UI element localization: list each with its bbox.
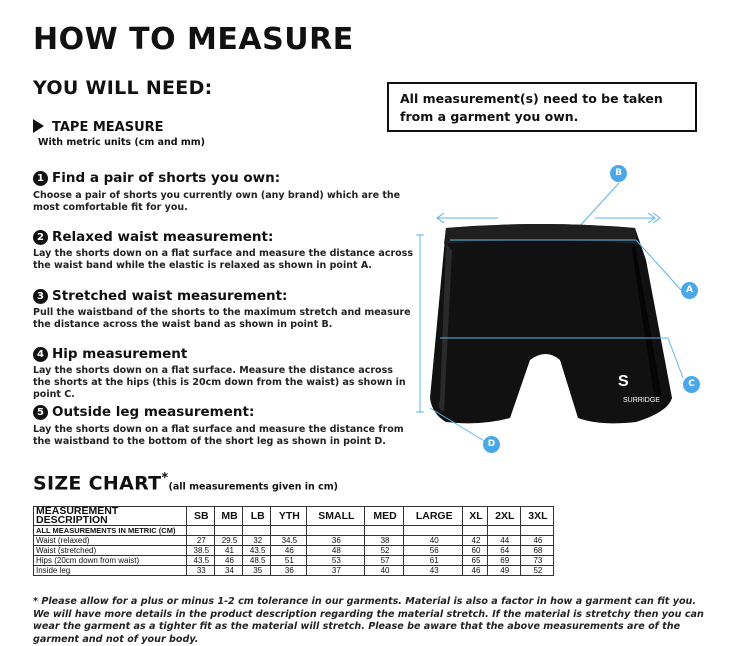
table-subheader-row: ALL MEASUREMENTS IN METRIC (CM)	[34, 526, 554, 536]
shorts-illustration	[430, 224, 672, 423]
marker-d: D	[483, 436, 500, 453]
footnote: * Please allow for a plus or minus 1-2 cm tolerance in our garments. Material is also a factor in how a garment can fit you. We will have more details in the product description regarding the material stretch. If the material is stretchy then you can wear the garment as a tighter fit as the material will stretch. Please be aware that the above measurements are of the garment and not of your body.	[33, 596, 704, 645]
step-number-badge: 2	[33, 230, 48, 245]
size-chart-heading: SIZE CHART*(all measurements given in cm)	[33, 471, 338, 495]
step-5-heading: 5 Outside leg measurement:	[33, 404, 254, 420]
step-4-heading: 4 Hip measurement	[33, 346, 187, 362]
tape-measure-subtext: With metric units (cm and mm)	[38, 137, 205, 148]
shorts-diagram	[400, 150, 710, 460]
table-row: Waist (stretched) 38.5 41 43.5 46 48 52 56 60 64 68	[34, 546, 554, 556]
step-number-badge: 3	[33, 289, 48, 304]
marker-b: B	[610, 165, 627, 182]
marker-c: C	[683, 376, 700, 393]
size-chart-subtitle: (all measurements given in cm)	[168, 481, 338, 493]
step-5-body: Lay the shorts down on a flat surface and measure the distance from the waistband to the bottom of the short leg as shown in point D.	[33, 424, 404, 447]
step-4-body: Lay the shorts down on a flat surface. Measure the distance across the shorts at the hips (this is 20cm down from the waist) as shown in point C.	[33, 365, 406, 400]
logo-text: SURRIDGE	[623, 397, 660, 404]
table-header-row: MEASUREMENT DESCRIPTION SB MB LB YTH SMALL MED LARGE XL 2XL 3XL	[34, 507, 554, 526]
step-3-body: Pull the waistband of the shorts to the maximum stretch and measure the distance across the waist band as shown in point B.	[33, 307, 411, 330]
table-row: Waist (relaxed) 27 29.5 32 34.5 36 38 40 42 44 46	[34, 536, 554, 546]
marker-a: A	[681, 282, 698, 299]
play-arrow-icon	[33, 119, 44, 133]
step-3-heading: 3 Stretched waist measurement:	[33, 288, 287, 304]
table-row: Hips (20cm down from waist) 43.5 46 48.5 51 53 57 61 65 69 73	[34, 556, 554, 566]
step-number-badge: 1	[33, 171, 48, 186]
you-will-need-heading: YOU WILL NEED:	[33, 77, 213, 99]
step-1-body: Choose a pair of shorts you currently own (any brand) which are the most comfortable fit for you.	[33, 190, 401, 213]
step-2-heading: 2 Relaxed waist measurement:	[33, 229, 273, 245]
notice-box: All measurement(s) need to be taken from a garment you own.	[387, 82, 697, 132]
tape-measure-label: TAPE MEASURE	[52, 120, 164, 135]
measurement-b-guide	[437, 183, 660, 228]
logo-icon: S	[618, 373, 629, 390]
table-row: Inside leg 33 34 35 36 37 40 43 46 49 52	[34, 566, 554, 576]
page-title: HOW TO MEASURE	[33, 22, 354, 57]
step-number-badge: 5	[33, 405, 48, 420]
size-chart-table	[33, 506, 554, 576]
step-1-heading: 1 Find a pair of shorts you own:	[33, 170, 280, 186]
step-2-body: Lay the shorts down on a flat surface and measure the distance across the waist band while the elastic is relaxed as shown in point A.	[33, 248, 413, 271]
step-number-badge: 4	[33, 347, 48, 362]
tape-measure-item	[33, 120, 164, 135]
